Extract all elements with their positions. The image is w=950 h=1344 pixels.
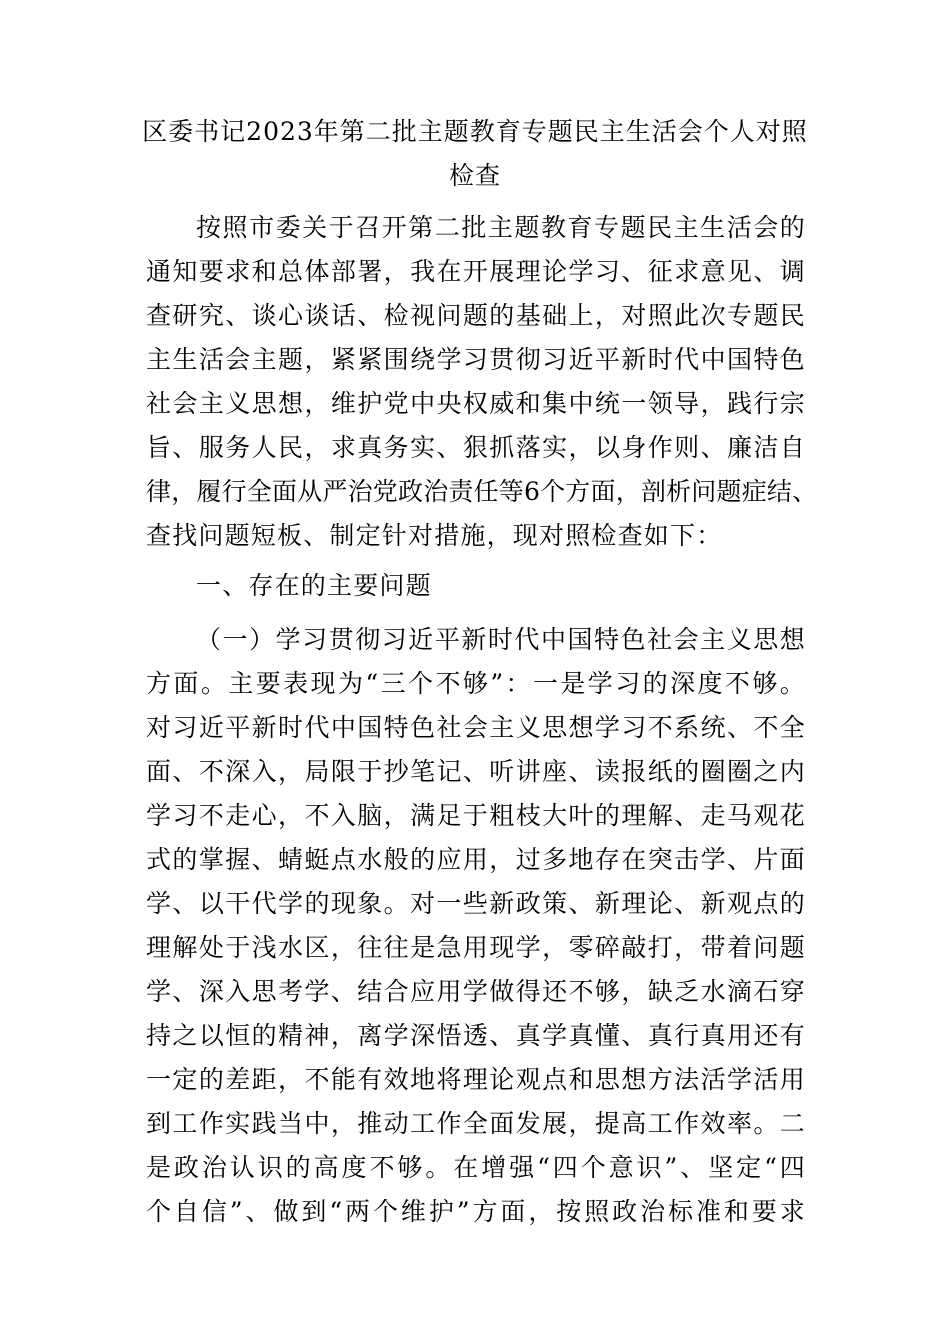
paragraph-line: 持之以恒的精神，离学深悟透、真学真懂、真行真用还有 [146, 1021, 806, 1050]
paragraph-line: 律，履行全面从严治党政治责任等6个方面，剖析问题症结、 [146, 477, 818, 506]
paragraph-line: 通知要求和总体部署，我在开展理论学习、征求意见、调 [146, 257, 806, 286]
paragraph-line: 查找问题短板、制定针对措施，现对照检查如下： [146, 521, 723, 550]
paragraph-line: 学习不走心，不入脑，满足于粗枝大叶的理解、走马观花 [146, 801, 806, 830]
paragraph-line: 式的掌握、蜻蜓点水般的应用，过多地存在突击学、片面 [146, 845, 806, 874]
document-title-line-2: 检查 [448, 161, 501, 190]
paragraph-line: 方面。主要表现为“三个不够”：一是学习的深度不够。 [146, 669, 806, 698]
paragraph-line: 面、不深入，局限于抄笔记、听讲座、读报纸的圈圈之内 [146, 757, 806, 786]
paragraph-line: （一）学习贯彻习近平新时代中国特色社会主义思想 [196, 625, 806, 654]
paragraph-line: 是政治认识的高度不够。在增强“四个意识”、坚定“四 [146, 1153, 806, 1182]
paragraph-line: 主生活会主题，紧紧围绕学习贯彻习近平新时代中国特色 [146, 345, 806, 374]
paragraph-line: 学、深入思考学、结合应用学做得还不够，缺乏水滴石穿 [146, 977, 806, 1006]
paragraph-line: 按照市委关于召开第二批主题教育专题民主生活会的 [196, 213, 806, 242]
document-title-line-1: 区委书记2023年第二批主题教育专题民主生活会个人对照 [142, 117, 808, 146]
section-heading: 一、存在的主要问题 [196, 571, 432, 600]
paragraph-line: 查研究、谈心谈话、检视问题的基础上，对照此次专题民 [146, 301, 806, 330]
paragraph-line: 一定的差距，不能有效地将理论观点和思想方法活学活用 [146, 1065, 806, 1094]
paragraph-line: 社会主义思想，维护党中央权威和集中统一领导，践行宗 [146, 389, 806, 418]
paragraph-line: 学、以干代学的现象。对一些新政策、新理论、新观点的 [146, 889, 806, 918]
paragraph-line: 个自信”、做到“两个维护”方面，按照政治标准和要求 [146, 1197, 806, 1226]
paragraph-line: 理解处于浅水区，往往是急用现学，零碎敲打，带着问题 [146, 933, 806, 962]
paragraph-line: 对习近平新时代中国特色社会主义思想学习不系统、不全 [146, 713, 806, 742]
paragraph-line: 旨、服务人民，求真务实、狠抓落实，以身作则、廉洁自 [146, 433, 806, 462]
paragraph-line: 到工作实践当中，推动工作全面发展，提高工作效率。二 [146, 1109, 806, 1138]
